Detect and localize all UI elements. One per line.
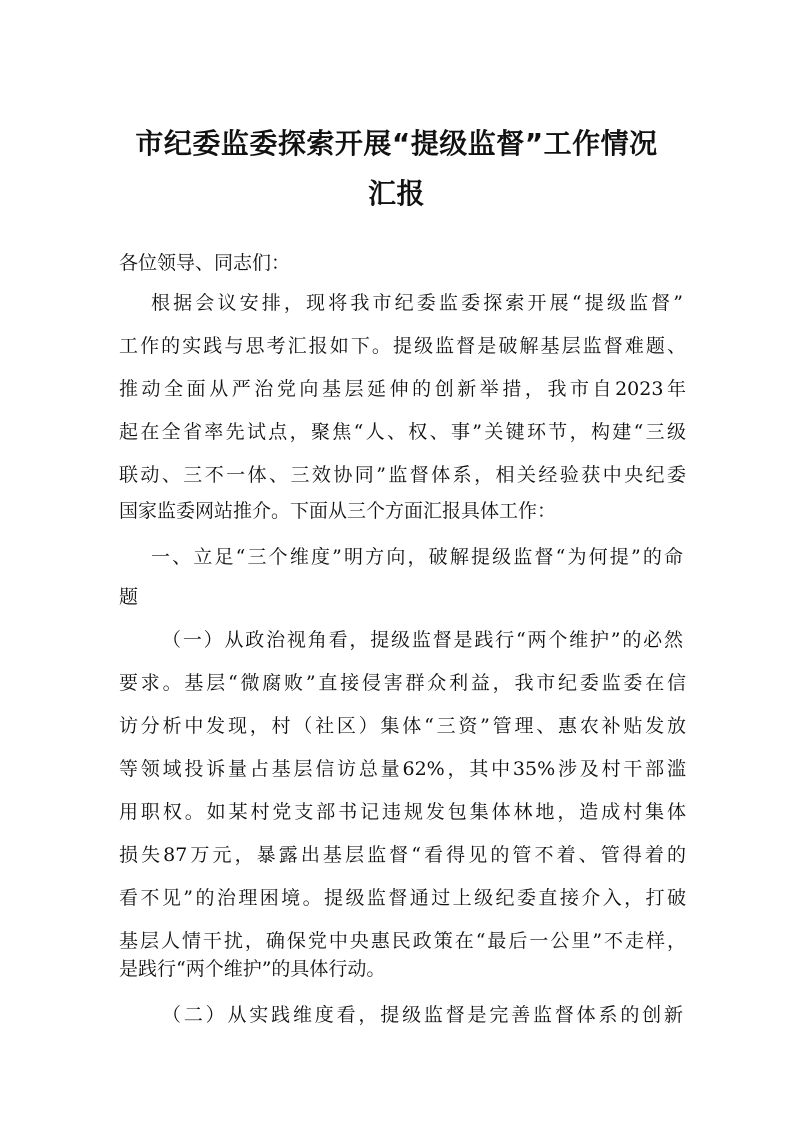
- paragraph-line: 是践行“两个维护”的具体行动。: [119, 958, 386, 980]
- paragraph-line: 要求。基层“微腐败”直接侵害群众利益，我市纪委监委在信: [119, 672, 686, 694]
- paragraph-line: 用职权。如某村党支部书记违规发包集体林地，造成村集体: [119, 801, 686, 823]
- paragraph-line: 访分析中发现，村（社区）集体“三资”管理、惠农补贴发放: [119, 715, 686, 737]
- paragraph-line: 工作的实践与思考汇报如下。提级监督是破解基层监督难题、: [119, 335, 686, 357]
- paragraph-line: 损失87万元，暴露出基层监督“看得见的管不着、管得着的: [119, 844, 686, 866]
- document-title-line-2: 汇报: [367, 177, 425, 210]
- paragraph-line: 根据会议安排，现将我市纪委监委探索开展“提级监督”: [151, 292, 683, 314]
- paragraph-line: 国家监委网站推介。下面从三个方面汇报具体工作：: [119, 500, 557, 522]
- section-heading-line: 一、立足“三个维度”明方向，破解提级监督“为何提”的命: [151, 546, 683, 568]
- document-title-line-1: 市纪委监委探索开展“提级监督”工作情况: [135, 127, 658, 160]
- salutation: 各位领导、同志们：: [119, 252, 291, 274]
- paragraph-line: 起在全省率先试点，聚焦“人、权、事”关键环节，构建“三级: [119, 421, 686, 443]
- paragraph-line: 推动全面从严治党向基层延伸的创新举措，我市自2023年: [119, 378, 686, 400]
- section-heading-line: 题: [119, 586, 139, 608]
- paragraph-line: 基层人情干扰，确保党中央惠民政策在“最后一公里”不走样，: [119, 930, 686, 952]
- paragraph-line: 联动、三不一体、三效协同”监督体系，相关经验获中央纪委: [119, 464, 686, 486]
- paragraph-line: 等领域投诉量占基层信访总量62%，其中35%涉及村干部滥: [119, 758, 686, 780]
- paragraph-line: （一）从政治视角看，提级监督是践行“两个维护”的必然: [162, 629, 683, 651]
- paragraph-line: （二）从实践维度看，提级监督是完善监督体系的创新: [162, 1004, 683, 1026]
- paragraph-line: 看不见”的治理困境。提级监督通过上级纪委直接介入，打破: [119, 887, 686, 909]
